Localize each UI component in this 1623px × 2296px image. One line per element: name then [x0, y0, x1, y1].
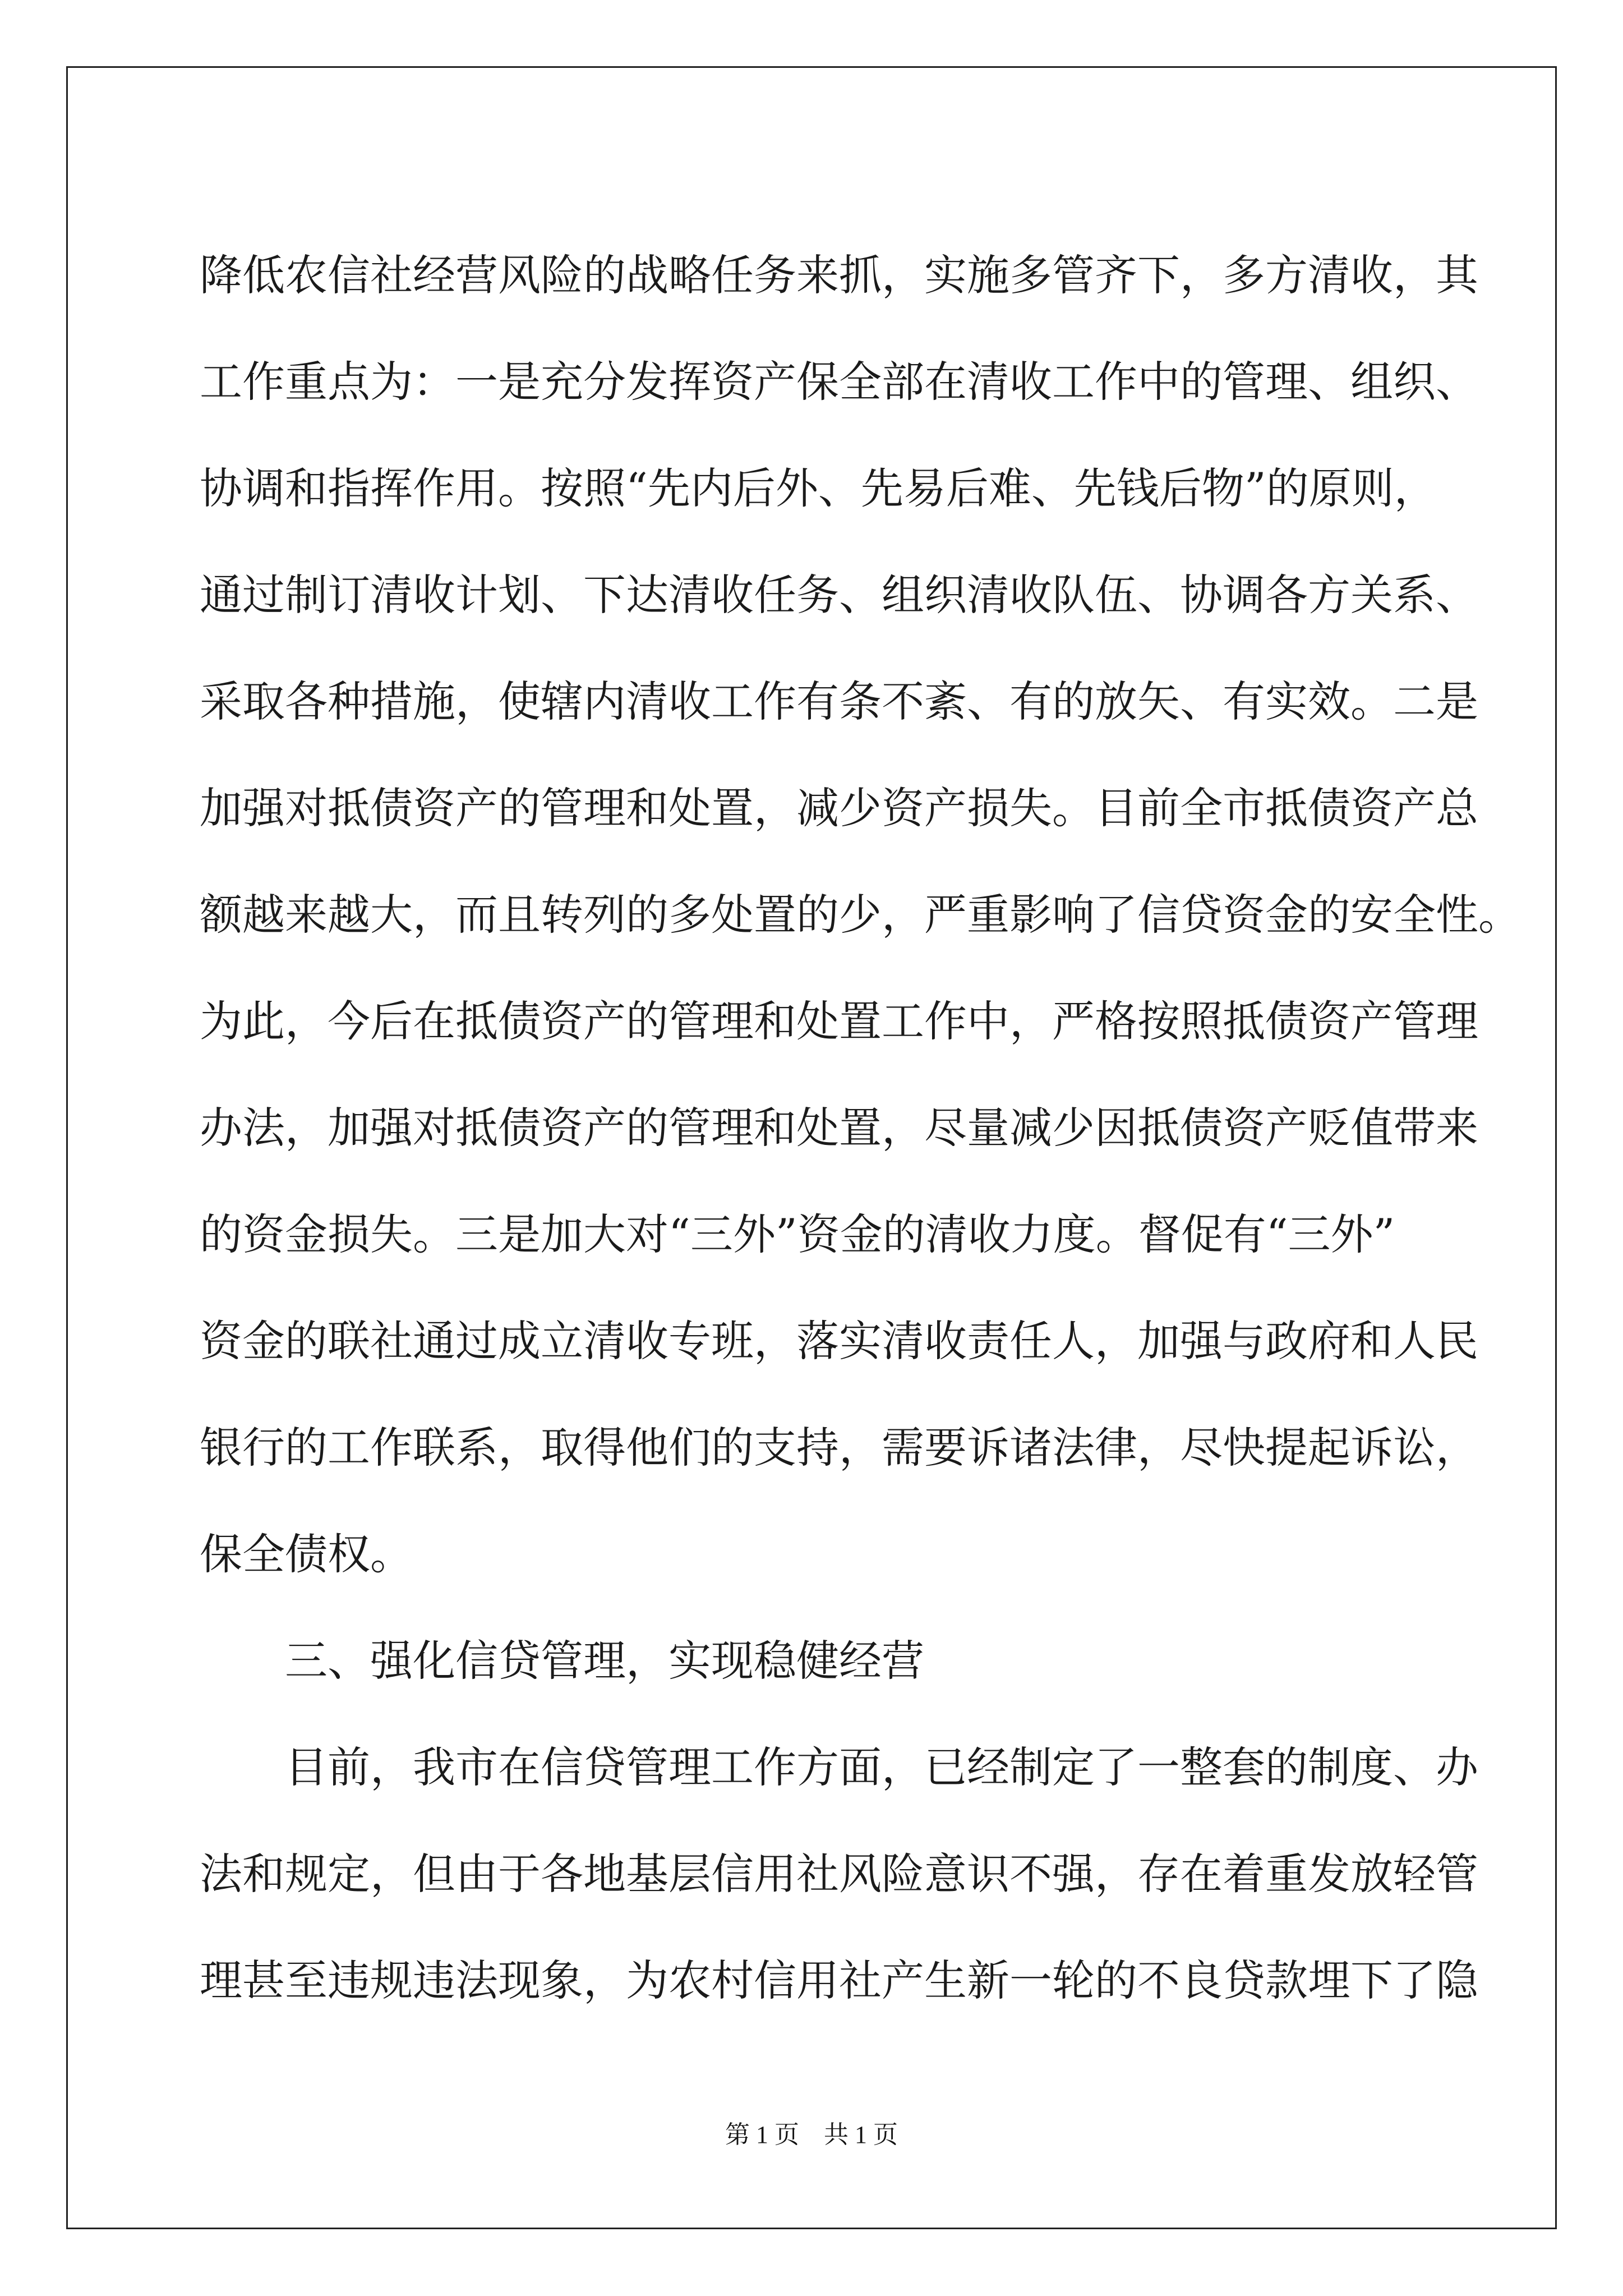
section-heading: 三、强化信贷管理，实现稳健经营	[285, 1636, 924, 1686]
text-line: 工作重点为：一是充分发挥资产保全部在清收工作中的管理、组织、	[200, 357, 1478, 407]
text-line: 加强对抵债资产的管理和处置，减少资产损失。目前全市抵债资产总	[200, 783, 1478, 833]
text-line: 办法，加强对抵债资产的管理和处置，尽量减少因抵债资产贬值带来	[200, 1103, 1478, 1153]
text-line: 法和规定，但由于各地基层信用社风险意识不强，存在着重发放轻管	[200, 1849, 1478, 1899]
text-line: 的资金损失。三是加大对“三外”资金的清收力度。督促有“三外”	[200, 1209, 1395, 1259]
text-line: 通过制订清收计划、下达清收任务、组织清收队伍、协调各方关系、	[200, 570, 1478, 620]
text-line: 资金的联社通过成立清收专班，落实清收责任人，加强与政府和人民	[200, 1316, 1478, 1366]
document-body	[200, 222, 1521, 2034]
text-line: 协调和指挥作用。按照“先内后外、先易后难、先钱后物”的原则，	[200, 463, 1437, 513]
text-line: 采取各种措施，使辖内清收工作有条不紊、有的放矢、有实效。二是	[200, 677, 1478, 726]
text-line: 降低农信社经营风险的战略任务来抓，实施多管齐下，多方清收，其	[200, 250, 1478, 300]
text-line: 为此，今后在抵债资产的管理和处置工作中，严格按照抵债资产管理	[200, 996, 1478, 1046]
text-line: 理甚至违规违法现象，为农村信用社产生新一轮的不良贷款埋下了隐	[200, 1955, 1478, 2005]
paragraph-first-line: 目前，我市在信贷管理工作方面，已经制定了一整套的制度、办	[285, 1742, 1478, 1792]
text-line: 银行的工作联系，取得他们的支持，需要诉诸法律，尽快提起诉讼，	[200, 1423, 1478, 1473]
page-footer: 第 1 页 共 1 页	[725, 2121, 898, 2148]
text-line: 保全债权。	[200, 1529, 413, 1579]
text-line: 额越来越大，而且转列的多处置的少，严重影响了信贷资金的安全性。	[200, 890, 1521, 940]
